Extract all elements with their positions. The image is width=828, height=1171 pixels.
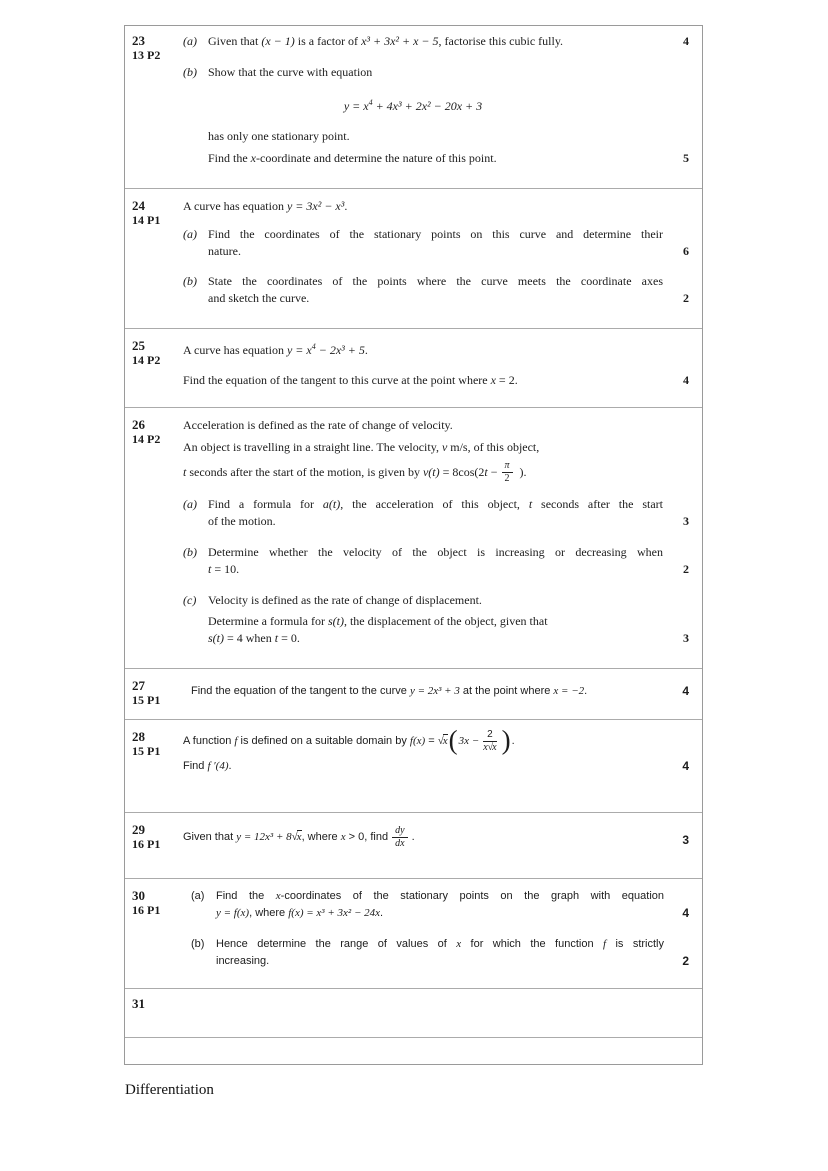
question-text <box>183 825 415 849</box>
question-code: 15 P1 <box>132 744 161 758</box>
question-content <box>183 408 702 668</box>
question-number-cell <box>125 1038 183 1064</box>
part-a <box>183 496 689 530</box>
question-row-24 <box>125 189 702 329</box>
mark-value: 3 <box>683 514 689 528</box>
question-content <box>183 189 702 328</box>
mark-value: 5 <box>683 151 689 165</box>
part-b <box>183 64 689 167</box>
question-text: t = 10. <box>208 562 240 576</box>
question-task <box>183 683 689 700</box>
question-number-cell <box>125 329 183 407</box>
question-number-cell <box>125 879 183 988</box>
question-text: A curve has equation y = 3x² − x³. <box>183 199 348 213</box>
question-number: 31 <box>132 996 145 1011</box>
question-row-27 <box>125 669 702 720</box>
mark-value: 2 <box>683 562 689 576</box>
part-a <box>183 33 689 50</box>
part-label: (b) <box>183 274 197 288</box>
question-code: 16 P1 <box>132 903 161 917</box>
part-c <box>183 592 689 647</box>
question-text <box>183 459 689 485</box>
question-text: y = f(x), where f(x) = x³ + 3x² − 24x. <box>216 907 384 919</box>
question-number-cell <box>125 989 183 1037</box>
question-number-cell <box>125 813 183 878</box>
question-content <box>183 1038 702 1064</box>
question-number: 25 <box>132 338 145 353</box>
question-text: . <box>511 734 515 747</box>
question-text: An object is travelling in a straight line. The velocity, v m/s, of this object, <box>183 440 540 454</box>
equation: $y = x^4 + 4x^3 + 2x^2 - 20x + 3$ <box>343 98 483 113</box>
question-content <box>183 989 702 1037</box>
question-text: ). <box>516 464 527 479</box>
question-text: t seconds after the start of the motion, is given by v(t) = 8cos(2t − <box>183 464 498 479</box>
part-label: (a) <box>183 34 197 48</box>
worksheet-table <box>124 25 703 1065</box>
question-text: Find the coordinates of the stationary points on this curve and determine their <box>208 227 663 241</box>
close-paren: ) <box>501 725 511 756</box>
question-text: Find the equation of the tangent to the curve y = 2x³ + 3 at the point where x = −2. <box>191 685 588 697</box>
question-text: 3x − <box>458 734 480 747</box>
question-number: 23 <box>132 33 145 48</box>
question-row-25 <box>125 329 702 408</box>
question-text: Find the equation of the tangent to this curve at the point where x = 2. <box>183 373 518 387</box>
question-number-cell <box>125 720 183 812</box>
question-text: and sketch the curve. <box>208 291 310 305</box>
question-number-cell <box>125 669 183 719</box>
question-row-26 <box>125 408 702 669</box>
question-number-cell <box>125 408 183 668</box>
question-code: 14 P2 <box>132 353 161 367</box>
part-b <box>183 936 689 970</box>
mark-value: 4 <box>682 759 689 773</box>
question-text: of the motion. <box>208 514 276 528</box>
part-b <box>183 544 689 578</box>
question-text: A function f is defined on a suitable domain by f(x) = √x <box>183 734 448 747</box>
question-text: nature. <box>208 244 241 258</box>
part-a <box>183 226 689 260</box>
question-code: 14 P2 <box>132 432 161 446</box>
question-number: 27 <box>132 678 145 693</box>
question-code: 13 P2 <box>132 48 161 62</box>
question-text: A curve has equation $y = x^4 - 2x^3 + 5$. <box>183 342 368 357</box>
question-text: . <box>411 830 415 843</box>
question-content <box>183 669 702 719</box>
question-text: s(t) = 4 when t = 0. <box>208 631 300 645</box>
question-row-31 <box>125 989 702 1038</box>
question-row-30 <box>125 879 702 989</box>
question-content <box>183 879 702 988</box>
question-text: Hence determine the range of values of x for which the function f is strictly <box>216 938 664 950</box>
question-code: 14 P1 <box>132 213 161 227</box>
question-text: Acceleration is defined as the rate of change of velocity. <box>183 418 453 432</box>
fraction: $\frac{\pi}{2}$ <box>502 460 513 484</box>
open-paren: ( <box>448 725 458 756</box>
part-label: (a) <box>183 227 197 241</box>
question-text: has only one stationary point. <box>208 129 350 143</box>
question-content <box>183 329 702 407</box>
question-row-23 <box>125 26 702 189</box>
mark-value: 3 <box>682 833 689 847</box>
question-task <box>183 758 689 775</box>
question-number: 29 <box>132 822 145 837</box>
question-text: Determine a formula for s(t), the displacement of the object, given that <box>208 614 548 628</box>
question-code: 16 P1 <box>132 837 161 851</box>
question-text: Show that the curve with equation <box>208 65 373 79</box>
question-content <box>183 720 702 812</box>
question-number: 24 <box>132 198 145 213</box>
question-code: 15 P1 <box>132 693 161 707</box>
question-content <box>183 26 702 188</box>
question-text: Determine whether the velocity of the object is increasing or decreasing when <box>208 545 663 559</box>
question-number-cell <box>125 26 183 188</box>
mark-value: 4 <box>682 906 689 920</box>
question-text: State the coordinates of the points where the curve meets the coordinate axes <box>208 274 663 288</box>
question-text: Find a formula for a(t), the acceleration of this object, t seconds after the start <box>208 497 664 511</box>
question-text: increasing. <box>216 955 270 967</box>
question-text: Find the x-coordinates of the stationary points on the graph with equation <box>216 890 664 902</box>
part-label: (a) <box>191 890 205 902</box>
part-label: (a) <box>183 497 197 511</box>
mark-value: 4 <box>682 684 689 698</box>
empty-row <box>125 1038 702 1064</box>
mark-value: 6 <box>683 244 689 258</box>
question-number-cell <box>125 189 183 328</box>
fraction: $\frac{dy}{dx}$ <box>392 825 407 849</box>
part-b <box>183 273 689 307</box>
question-content <box>183 813 702 878</box>
fraction: $\frac{2}{x√x}$ <box>483 729 497 753</box>
mark-value: 4 <box>683 373 689 387</box>
question-task <box>183 372 689 389</box>
question-row-28 <box>125 720 702 813</box>
question-number: 28 <box>132 729 145 744</box>
question-text: Find f ′(4). <box>183 760 232 772</box>
question-text: Given that y = 12x³ + 8√x, where x > 0, find <box>183 830 389 843</box>
question-task <box>183 825 689 849</box>
mark-value: 4 <box>683 34 689 48</box>
part-a <box>183 888 689 922</box>
part-label: (b) <box>191 938 205 950</box>
part-label: (b) <box>183 65 197 79</box>
mark-value: 2 <box>683 291 689 305</box>
mark-value: 3 <box>683 631 689 645</box>
question-number: 30 <box>132 888 145 903</box>
question-number: 26 <box>132 417 145 432</box>
question-text: Given that (x − 1) is a factor of x³ + 3x² + x − 5, factorise this cubic fully. <box>208 34 564 48</box>
question-text: Velocity is defined as the rate of change of displacement. <box>208 593 482 607</box>
mark-value: 2 <box>682 954 689 968</box>
question-text: Find the x-coordinate and determine the nature of this point. <box>208 151 497 165</box>
part-label: (c) <box>183 593 197 607</box>
section-title: Differentiation <box>125 1082 214 1098</box>
question-text <box>183 725 689 756</box>
part-label: (b) <box>183 545 197 559</box>
question-row-29 <box>125 813 702 879</box>
